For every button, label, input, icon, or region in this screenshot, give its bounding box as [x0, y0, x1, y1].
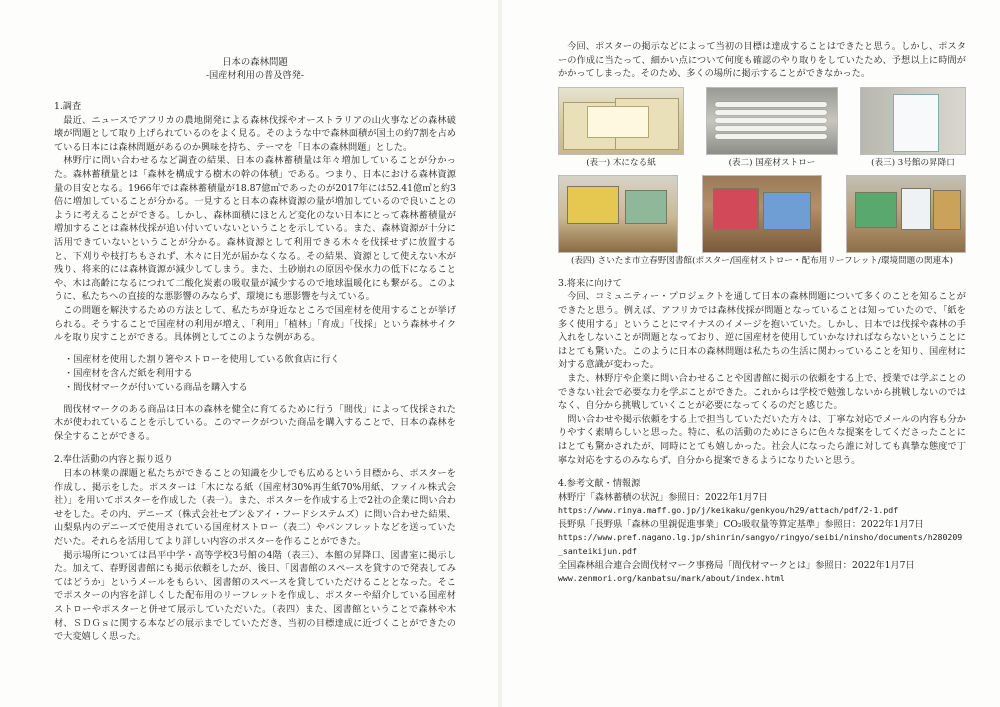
section-1-paragraph-4: 間伐材マークのある商品は日本の森林を健全に育てるために行う「間伐」によって伐採された木が使われていることを示している。このマークがついた商品を購入することで、日本の森林を保全することができる。: [54, 403, 456, 442]
section-1-paragraph-3: この問題を解決するための方法として、私たちが身近なところで国産材を使用することが挙げられる。そうすることで国産材の利用が増え、「利用」「植林」「育成」「伐採」という森林サイクルを取り戻すことができる。具体例としてこのような例がある。: [54, 304, 456, 344]
library-display-photo-1: [558, 175, 678, 253]
section-1-heading: 1.調査: [54, 101, 82, 112]
document-title: 日本の森林問題: [222, 57, 288, 68]
figure-2-caption: (表二) 国産材ストロー: [728, 157, 816, 168]
figure-1-caption: (表一) 木になる紙: [586, 157, 656, 168]
section-2-heading: 2.奉仕活動の内容と振り返り: [54, 454, 174, 466]
reference-2: 長野県「長野県「森林の里親促進事業」CO₂吸収量等算定基準」参照日：2022年1月7日: [558, 518, 924, 530]
figure-3: [860, 87, 966, 169]
list-item: ・ 国産材を含んだ紙を利用する: [64, 367, 456, 381]
right-page: [502, 0, 1000, 707]
library-display-photo-2: [702, 175, 822, 253]
section-3-heading: 3.将来に向けて: [558, 277, 622, 289]
section-1-paragraph-1: 最近、ニュースでアフリカの農地開発による森林伐採やオーストラリアの山火事などの森林破壊が問題として取り上げられているのをよく見る。そのような中で森林面積が国土の約7割を占めている日本には森林問題があるのか興味を持ち、テーマを「日本の森林問題」とした。: [54, 114, 456, 153]
section-3-paragraph-3: 問い合わせや掲示依頼をする上で担当していただいた方々は、丁寧な対応でメールの内容も分かりやすく素晴らしいと思った。特に、私の活動のためにさらに色々な提案をしてくださったことにはとても驚かされたが、同時にとても嬉しかった。社会人になったら誰に対しても真摯な態度で丁寧な対応をするのみならず、自分から提案できるようになりたいと思う。: [558, 413, 966, 466]
entrance-sign-photo: [860, 87, 966, 155]
reference-list: [558, 491, 966, 586]
list-item: ・ 間伐材マークが付いている商品を購入する: [64, 381, 456, 395]
straws-photo: [706, 87, 838, 155]
example-list: [64, 353, 456, 395]
section-2-paragraph-1: 日本の林業の課題と私たちができることの知識を少しでも広めるという目標から、ポスターを作成し、掲示をした。ポスターは「木になる紙（国産材30%再生紙70%用紙、ファイル株式会社）」を用いてポスターを作成した（表一）。また、ポスターを作成する上で2社の企業に問い合わせをした。その内、デニーズ（株式会社セブン＆アイ・フードシステムズ）に問い合わせた結果、山梨県内のデニーズで使用されている国産材ストロー（表二）やパンフレットなどを送っていただいた。それらを活用してより詳しい内容のポスターを作ることができた。: [54, 468, 456, 548]
reference-3: 全国森林組合連合会間伐材マーク事務局「間伐材マークとは」参照日：2022年1月7日: [558, 559, 915, 571]
left-page: [0, 0, 498, 707]
right-column: [558, 40, 966, 586]
section-3-paragraph-1: 今回、コミュニティー・プロジェクトを通して日本の森林問題について多くのことを知ることができたと思う。例えば、アフリカでは森林伐採が問題となっていることは知っていたので、「紙を多く使用する」ということにマイナスのイメージを抱いていた。しかし、日本では伐採や森林の手入れをしないことが問題となっており、逆に国産材を使用していかなければならないということにはとても驚いた。このように日本の森林問題は私たちの生活に関わっていることを知り、国産材に対する意識が変わった。: [558, 291, 966, 371]
photo-row-1: [558, 87, 966, 169]
section-1-paragraph-2: 林野庁に問い合わせるなど調査の結果、日本の森林蓄積量は年々増加していることが分かった。森林蓄積量とは「森林を構成する樹木の幹の体積」である。つまり、日本における森林資源量の目安となる。1966年では森林蓄積量が18.87億㎥であったのが2017年には52.41億㎥と約3倍に増加していることが分かる。一見すると日本の森林資源の量が増加しているので良いことのように考えることができる。しかし、森林面積にほとんど変化のない日本にとって森林蓄積量が増加することは森林伐採が追い付いていないということを示している。また、森林資源が十分に活用できていないということが分かる。森林資源として利用できる木々を伐採せずに放置すると、下刈りや枝打ちもされず、木々に日光が届かなくなる。その結果、資源として使えない木が残り、将来的には森林資源が減少してしまう。また、土砂崩れの原因や保水力の低下になることや、木は高齢になるにつれて二酸化炭素の吸収量が減少するので地球温暖化にも繋がる。このように、私たちへの直接的な悪影響のみならず、環境にも悪影響を与えている。: [54, 155, 456, 303]
reference-1: 林野庁「森林蓄積の状況」参照日：2022年1月7日: [558, 491, 768, 503]
reference-2-url: https://www.pref.nagano.lg.jp/shinrin/sangyo/ringyo/seibi/ninsho/documents/h280209_santeikijun.pdf: [558, 532, 963, 557]
figure-2: [706, 87, 838, 169]
reference-3-url: www.zenmori.org/kanbatsu/mark/about/index.html: [558, 573, 785, 584]
figure-1: [558, 87, 684, 169]
document-subtitle: -国産材利用の普及啓発-: [205, 70, 305, 81]
photo-row-2: [558, 175, 966, 253]
list-item: ・ 国産材を使用した割り箸やストローを使用している飲食店に行く: [64, 353, 456, 367]
reference-1-url: https://www.rinya.maff.go.jp/j/keikaku/genkyou/h29/attach/pdf/2-1.pdf: [558, 505, 899, 516]
section-2-paragraph-2: 掲示場所については昌平中学・高等学校3号館の4階（表三）、本館の昇降口、図書室に掲示した。加えて、春野図書館にも掲示依頼をしたが、後日、「図書館のスペースを貸すので発表してみてはどうか」というメールをもらい、図書館のスペースを貸していただけることとなった。そこでポスターの内容を詳しくした配布用のリーフレットを作成し、ポスターや紹介している国産材ストローやポスターと併せて展示していただいた。（表四）また、図書館ということで森林や木材、ＳＤＧｓに関する本などの展示までしていただき、当初の目標達成に近づくことができたので大変嬉しく思った。: [54, 549, 456, 643]
section-3-paragraph-2: また、林野庁や企業に問い合わせることや図書館に掲示の依頼をする上で、授業では学ぶことのできない社会で必要な力を学ぶことができた。これからは学校で勉強しないから挑戦しないのではなく、自分から挑戦していくことが必要になってくるのだと感じた。: [558, 372, 966, 412]
figure-3-caption: (表三) 3号館の昇降口: [871, 157, 955, 168]
section-2-paragraph-3: 今回、ポスターの掲示などによって当初の目標は達成することはできたと思う。しかし、ポスターの作成に当たって、細かい点について何度も確認のやり取りをしていたため、予想以上に時間がかかってしまった。そのため、多くの場所に掲示することができなかった。: [558, 41, 966, 80]
left-column: [54, 56, 456, 644]
section-4-heading: 4.参考文献・情報源: [558, 478, 641, 490]
paper-boxes-photo: [558, 87, 684, 155]
library-display-photo-3: [846, 175, 966, 253]
figure-4-caption: (表四) さいたま市立春野図書館(ポスター/国産材ストロー・配布用リーフレット/環境問題の関連本): [570, 255, 953, 266]
